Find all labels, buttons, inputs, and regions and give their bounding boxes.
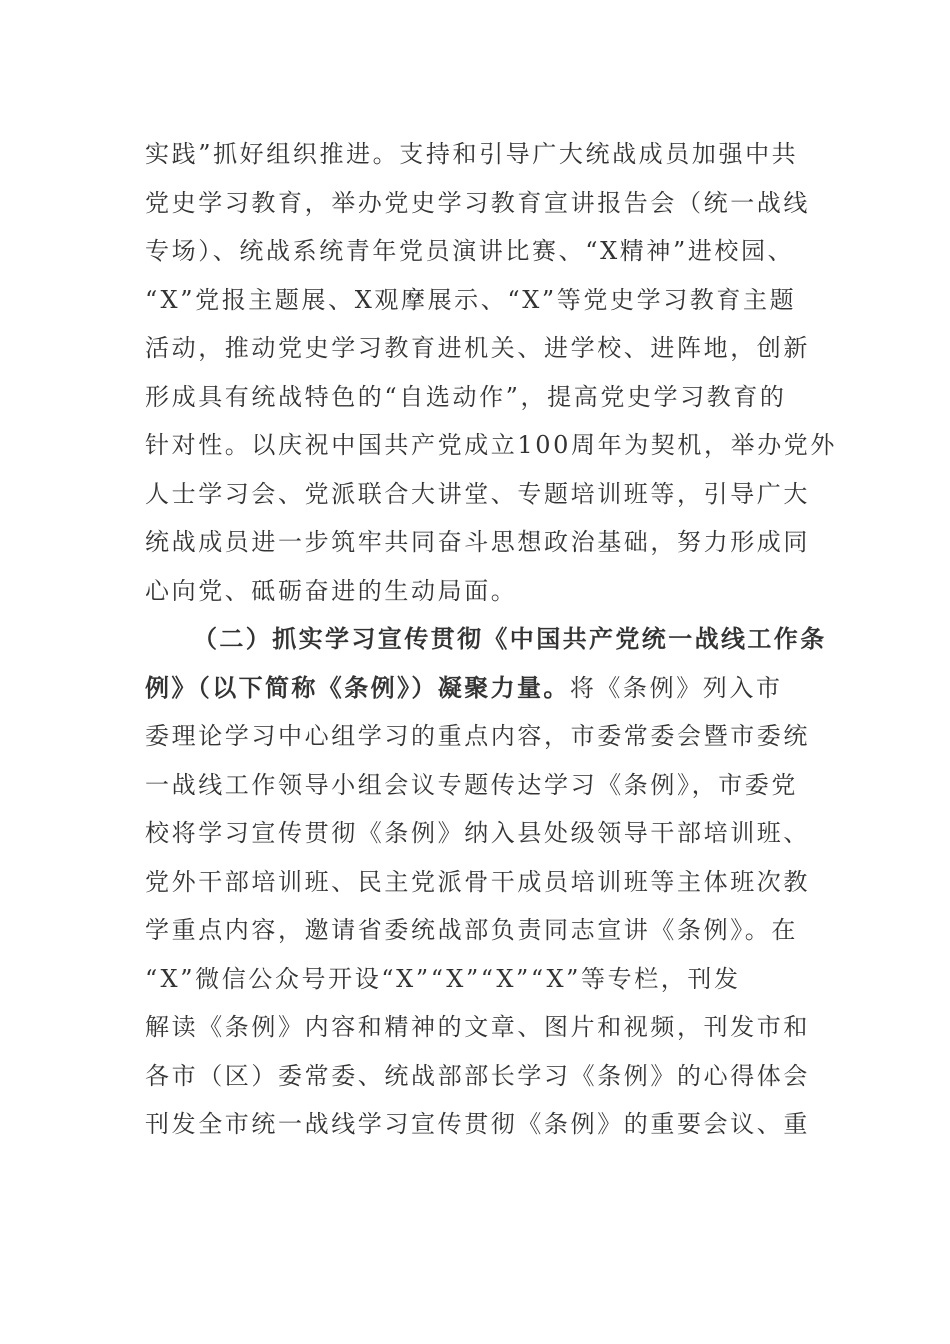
section-heading-bold-text: 例》（以下简称《条例》）凝聚力量。	[145, 672, 570, 702]
paragraph-line: 校将学习宣传贯彻《条例》纳入县处级领导干部培训班、	[145, 819, 810, 847]
section-heading-line: （二）抓实学习宣传贯彻《中国共产党统一战线工作条	[193, 624, 827, 653]
paragraph-line: 心向党、砥砺奋进的生动局面。	[145, 576, 518, 605]
paragraph-line: 针对性。以庆祝中国共产党成立100周年为契机，举办党外	[145, 431, 838, 459]
section-heading-rest-text: 将《条例》列入市	[569, 673, 783, 702]
paragraph-line: 实践”抓好组织推进。支持和引导广大统战成员加强中共	[145, 140, 799, 168]
section-heading-line-continued	[145, 664, 805, 713]
paragraph-line: “X”微信公众号开设“X”“X”“X”“X”等专栏，刊发	[145, 964, 741, 993]
paragraph-line: 形成具有统战特色的“自选动作”，提高党史学习教育的	[145, 382, 787, 411]
paragraph-line: 各市（区）委常委、统战部部长学习《条例》的心得体会	[145, 1061, 810, 1090]
paragraph-line: 解读《条例》内容和精神的文章、图片和视频，刊发市和	[145, 1013, 810, 1041]
paragraph-line: 人士学习会、党派联合大讲堂、专题培训班等，引导广大	[145, 479, 810, 508]
body-text	[145, 130, 838, 1149]
paragraph-line: 党史学习教育，举办党史学习教育宣讲报告会（统一战线	[145, 188, 810, 217]
paragraph-line: 委理论学习中心组学习的重点内容，市委常委会暨市委统	[145, 722, 810, 750]
paragraph-line: 学重点内容，邀请省委统战部负责同志宣讲《条例》。在	[145, 916, 798, 944]
paragraph-line: 刊发全市统一战线学习宣传贯彻《条例》的重要会议、重	[145, 1110, 810, 1138]
paragraph-line: 专场）、统战系统青年党员演讲比赛、“X精神”进校园、	[145, 237, 795, 265]
paragraph-line: 统战成员进一步筑牢共同奋斗思想政治基础，努力形成同	[145, 528, 810, 556]
paragraph-line: 党外干部培训班、民主党派骨干成员培训班等主体班次教	[145, 867, 810, 896]
paragraph-line: 活动，推动党史学习教育进机关、进学校、进阵地，创新	[145, 334, 810, 362]
paragraph-line: 一战线工作领导小组会议专题传达学习《条例》，市委党	[145, 770, 798, 799]
paragraph-line: “X”党报主题展、X观摩展示、“X”等党史学习教育主题	[145, 285, 797, 314]
